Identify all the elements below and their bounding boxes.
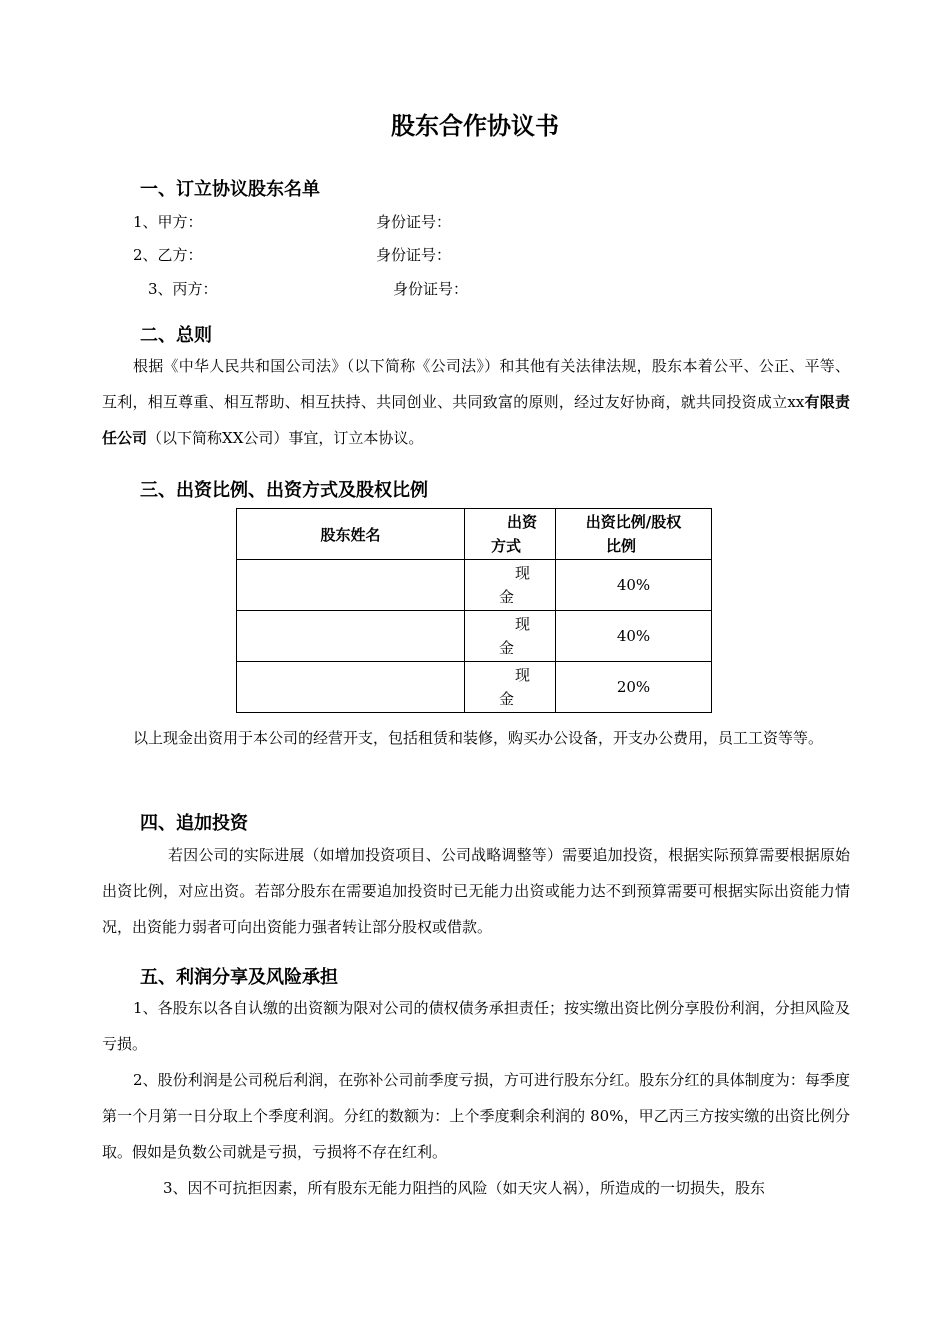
general-text-2: （以下简称XX公司）事宜，订立本协议。 [147, 429, 424, 447]
table-row [237, 560, 712, 611]
method-cell [465, 560, 556, 611]
general-text-1: 根据《中华人民共和国公司法》（以下简称《公司法》）和其他有关法律法规，股东本着公平、公正、平等、互利，相互尊重、相互帮助、相互扶持、共同创业、共同致富的原则，经过友好协商，就共同投资成立xx [102, 357, 850, 411]
header-ratio-line2: 比例 [606, 537, 637, 555]
document-title: 股东合作协议书 [391, 112, 559, 140]
shareholder-name-cell [237, 662, 465, 713]
header-method-line2: 方式 [491, 537, 522, 555]
header-ratio-line1: 出资比例/股权 [585, 513, 682, 531]
method-line1: 现 [515, 666, 531, 684]
party-c-label: 3、丙方： [148, 280, 218, 298]
header-method [465, 509, 556, 560]
shareholder-name-cell [237, 611, 465, 662]
header-ratio [556, 509, 712, 560]
party-a-id-label: 身份证号： [376, 213, 452, 231]
ratio-cell: 40% [556, 560, 712, 611]
section-heading-additional-investment: 四、追加投资 [140, 813, 248, 834]
header-shareholder-name: 股东姓名 [237, 509, 465, 560]
additional-investment-paragraph: 若因公司的实际进展（如增加投资项目、公司战略调整等）需要追加投资，根据实际预算需要根据原始出资比例，对应出资。若部分股东在需要追加投资时已无能力出资或能力达不到预算需要可根据实际出资能力情况，出资能力弱者可向出资能力强者转让部分股权或借款。 [102, 846, 850, 936]
method-line1: 现 [515, 564, 531, 582]
method-cell [465, 662, 556, 713]
section-heading-capital: 三、出资比例、出资方式及股权比例 [140, 480, 428, 501]
section-heading-general: 二、总则 [140, 325, 212, 346]
table-header-row [237, 509, 712, 560]
table-row [237, 611, 712, 662]
party-c-id-label: 身份证号： [393, 280, 469, 298]
section-heading-profit-risk: 五、利润分享及风险承担 [140, 967, 338, 988]
header-method-line1: 出资 [507, 513, 538, 531]
method-cell [465, 611, 556, 662]
shareholder-name-cell [237, 560, 465, 611]
party-b-label: 2、乙方： [133, 246, 203, 264]
profit-paragraph-1: 1、各股东以各自认缴的出资额为限对公司的债权债务承担责任；按实缴出资比例分享股份利润，分担风险及亏损。 [102, 999, 850, 1053]
method-line1: 现 [515, 615, 531, 633]
general-paragraph [102, 348, 850, 456]
method-line2: 金 [499, 639, 515, 657]
profit-paragraph-2: 2、股份利润是公司税后利润，在弥补公司前季度亏损，方可进行股东分红。股东分红的具体制度为：每季度第一个月第一日分取上个季度利润。分红的数额为：上个季度剩余利润的 80%，甲乙丙三方按实缴的出资比例分取。假如是负数公司就是亏损，亏损将不存在红利。 [102, 1071, 850, 1161]
profit-paragraph-3: 3、因不可抗拒因素，所有股东无能力阻挡的风险（如天灾人祸），所造成的一切损失，股东 [163, 1179, 766, 1197]
capital-table [236, 508, 712, 713]
method-line2: 金 [499, 588, 515, 606]
party-b-id-label: 身份证号： [376, 246, 452, 264]
method-line2: 金 [499, 690, 515, 708]
ratio-cell: 20% [556, 662, 712, 713]
section-heading-parties: 一、订立协议股东名单 [140, 179, 320, 200]
party-a-label: 1、甲方： [133, 213, 203, 231]
table-row [237, 662, 712, 713]
company-type: 有限责任公司 [102, 393, 850, 447]
ratio-cell: 40% [556, 611, 712, 662]
capital-note: 以上现金出资用于本公司的经营开支，包括租赁和装修，购买办公设备，开支办公费用，员工工资等等。 [133, 729, 824, 747]
